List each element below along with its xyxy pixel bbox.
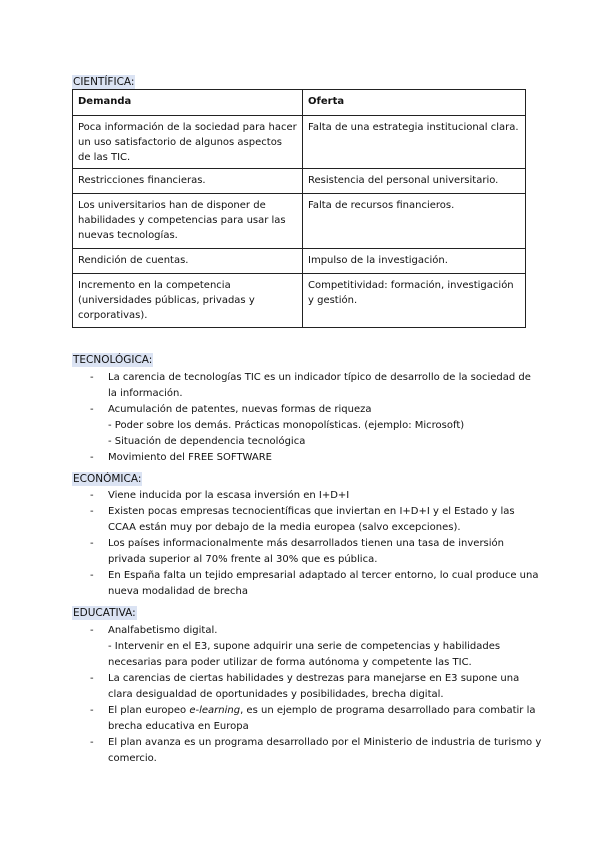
list-item	[72, 504, 542, 536]
list-item	[72, 568, 542, 600]
list-item-text: Viene inducida por la escasa inversión en I+D+I	[108, 490, 350, 501]
list-item	[72, 450, 542, 466]
bullet-dash: -	[90, 506, 94, 517]
section-heading-cientifica: CIENTÍFICA:	[73, 76, 135, 88]
list-item-emphasis: e-learning	[189, 705, 241, 716]
list-item-text-post: , es un ejemplo de programa desarrollado para combatir la brecha educativa en Europa	[108, 705, 536, 732]
table-row	[73, 274, 526, 328]
list-item-text: El plan avanza es un programa desarrollado por el Ministerio de industria de turismo y comercio.	[108, 737, 542, 764]
table-row	[73, 249, 526, 274]
tecnologica-list	[72, 370, 542, 466]
sub-item: - Intervenir en el E3, supone adquirir una serie de competencias y habilidades necesarias para poder utilizar de forma autónoma y competente las TIC.	[108, 641, 501, 668]
sub-item: - Situación de dependencia tecnológica	[108, 436, 306, 447]
list-item-text: En España falta un tejido empresarial adaptado al tercer entorno, lo cual produce una nueva modalidad de brecha	[108, 570, 539, 597]
list-item	[72, 536, 542, 568]
section-heading-tecnologica: TECNOLÓGICA:	[73, 354, 153, 366]
header-oferta: Oferta	[303, 90, 526, 116]
table-row	[73, 116, 526, 169]
table-cell-demanda: Restricciones financieras.	[73, 169, 303, 194]
bullet-dash: -	[90, 404, 94, 415]
bullet-dash: -	[90, 452, 94, 463]
list-item	[72, 623, 542, 671]
bullet-dash: -	[90, 538, 94, 549]
table-row	[73, 194, 526, 249]
sub-item: - Poder sobre los demás. Prácticas monopolísticas. (ejemplo: Microsoft)	[108, 420, 465, 431]
list-item-text: Acumulación de patentes, nuevas formas de riqueza	[108, 404, 372, 415]
table-cell-oferta: Falta de recursos financieros.	[303, 194, 526, 249]
bullet-dash: -	[90, 625, 94, 636]
bullet-dash: -	[90, 673, 94, 684]
table-header-row	[73, 90, 526, 116]
table-cell-demanda: Poca información de la sociedad para hacer un uso satisfactorio de algunos aspectos de las TIC.	[73, 116, 303, 169]
table-cell-demanda: Rendición de cuentas.	[73, 249, 303, 274]
table-cell-demanda: Los universitarios han de disponer de habilidades y competencias para usar las nuevas tecnologías.	[73, 194, 303, 249]
bullet-dash: -	[90, 490, 94, 501]
list-item-text: La carencias de ciertas habilidades y destrezas para manejarse en E3 supone una clara desigualdad de oportunidades y posibilidades, brecha digital.	[108, 673, 520, 700]
header-demanda: Demanda	[73, 90, 303, 116]
demanda-oferta-table	[72, 89, 526, 328]
table-cell-demanda: Incremento en la competencia (universidades públicas, privadas y corporativas).	[73, 274, 303, 328]
list-item	[72, 703, 542, 735]
table-cell-oferta: Resistencia del personal universitario.	[303, 169, 526, 194]
educativa-list	[72, 623, 542, 767]
table-row	[73, 169, 526, 194]
list-item-text: Existen pocas empresas tecnocientíficas que inviertan en I+D+I y el Estado y las CCAA están muy por debajo de la media europea (salvo excepciones).	[108, 506, 515, 533]
list-item	[72, 735, 542, 767]
table-cell-oferta: Competitividad: formación, investigación y gestión.	[303, 274, 526, 328]
bullet-dash: -	[90, 705, 94, 716]
section-heading-educativa: EDUCATIVA:	[73, 607, 136, 619]
list-item	[72, 402, 542, 450]
section-heading-economica: ECONÓMICA:	[73, 473, 142, 485]
list-item-text: Los países informacionalmente más desarrollados tienen una tasa de inversión privada superior al 70% frente al 30% que es pública.	[108, 538, 504, 565]
list-item	[72, 488, 542, 504]
bullet-dash: -	[90, 372, 94, 383]
list-item	[72, 370, 542, 402]
list-item-text-pre: El plan europeo	[108, 705, 190, 716]
table-cell-oferta: Impulso de la investigación.	[303, 249, 526, 274]
economica-list	[72, 488, 542, 600]
list-item-text: La carencia de tecnologías TIC es un indicador típico de desarrollo de la sociedad de la información.	[108, 372, 531, 399]
table-cell-oferta: Falta de una estrategia institucional clara.	[303, 116, 526, 169]
list-item-text: Movimiento del FREE SOFTWARE	[108, 452, 272, 463]
bullet-dash: -	[90, 570, 94, 581]
list-item	[72, 671, 542, 703]
list-item-text: Analfabetismo digital.	[108, 625, 218, 636]
bullet-dash: -	[90, 737, 94, 748]
